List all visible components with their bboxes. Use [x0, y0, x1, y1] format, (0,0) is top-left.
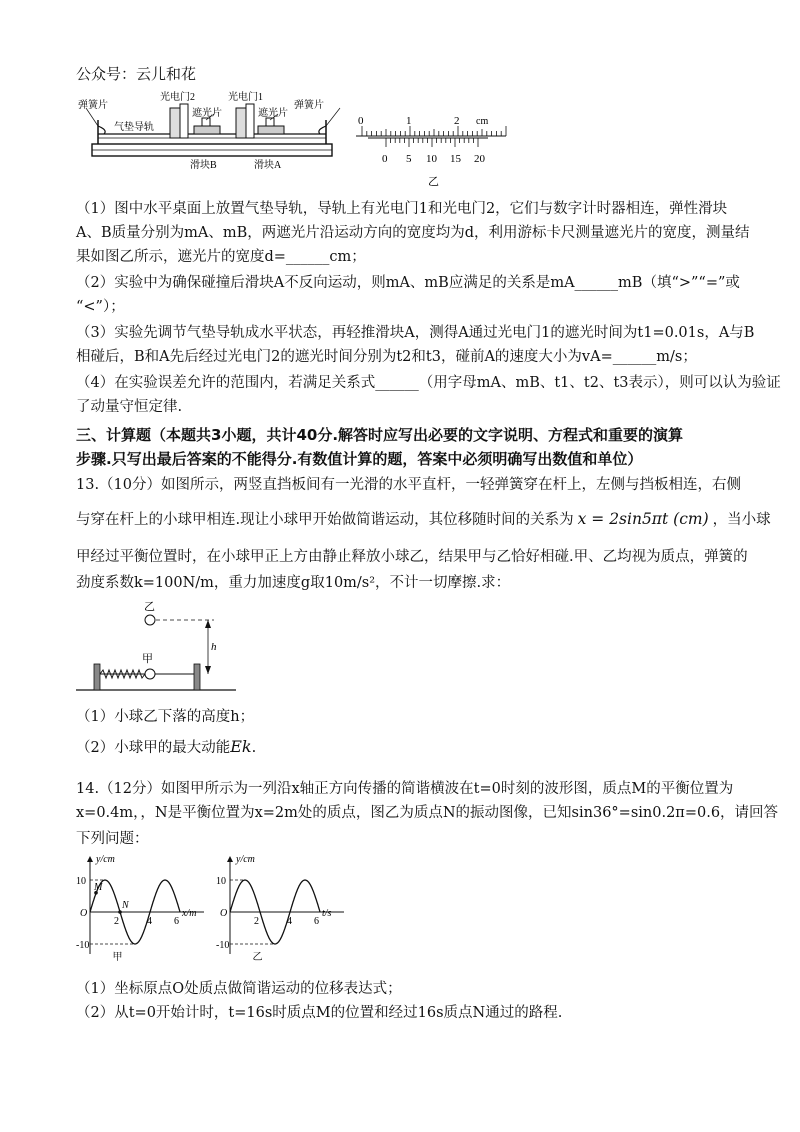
label-air-track: 气垫导轨 — [114, 122, 154, 133]
axis-label-x: x/m — [182, 908, 197, 919]
chart-caption: 甲 — [112, 952, 123, 962]
caliper-unit: cm — [476, 116, 489, 127]
section3-heading-1: 三、计算题（本题共3小题，共计40分.解答时应写出必要的文字说明、方程式和重要的演算 — [76, 426, 684, 444]
x-tick-6: 6 — [174, 916, 179, 927]
label-h: h — [211, 641, 217, 653]
q13-sub-2 — [76, 736, 256, 759]
x-tick-6: 6 — [314, 916, 319, 927]
wave-chart-jia — [76, 850, 216, 962]
q12-line-9: 了动量守恒定律. — [76, 399, 183, 415]
caliper-figure — [350, 110, 520, 190]
x-tick-2: 2 — [254, 916, 259, 927]
axis-label-y: y/cm — [236, 854, 255, 865]
y-axis-arrow — [227, 856, 233, 862]
q12-line-6: （3）实验先调节气垫导轨成水平状态，再轻推滑块A，测得A通过光电门1的遮光时间为t1=0.01s，A与B — [76, 325, 755, 341]
wave-chart-yi — [216, 850, 356, 962]
label-spring-left: 弹簧片 — [78, 100, 108, 111]
y-tick-neg10: -10 — [76, 940, 90, 951]
label-gate2: 光电门2 — [160, 92, 195, 103]
q12-line-2: A、B质量分别为mA、mB，两遮光片沿运动方向的宽度均为d，利用游标卡尺测量遮光片的宽度，测量结 — [76, 225, 750, 241]
q13-formula: x = 2sin5πt (cm) — [577, 510, 709, 528]
vernier-tick-20: 20 — [474, 153, 485, 165]
label-spring-right: 弹簧片 — [294, 100, 324, 111]
caption-yi: 乙 — [428, 176, 439, 188]
label-n: N — [122, 900, 129, 911]
vernier-tick-0: 0 — [382, 153, 388, 165]
q12-line-3: 果如图乙所示，遮光片的宽度d=______cm； — [76, 249, 366, 265]
q13-line-2b: ，当小球 — [712, 512, 771, 528]
spring-ball-figure — [76, 598, 246, 698]
label-slider-b: 滑块B — [190, 160, 217, 171]
origin-label: O — [220, 908, 228, 919]
q13-line-2a: 与穿在杆上的小球甲相连.现让小球甲开始做简谐运动，其位移随时间的关系为 — [76, 512, 574, 528]
q14-line-1: 14.（12分）如图甲所示为一列沿x轴正方向传播的简谐横波在t=0时刻的波形图，质点M的平衡位置为 — [76, 781, 734, 797]
q14-sub-1: （1）坐标原点O处质点做简谐运动的位移表达式； — [76, 981, 402, 997]
q14-line-2: x=0.4m，，N是平衡位置为x=2m处的质点，图乙为质点N的振动图像，已知sin36°=sin0.2π=0.6，请回答 — [76, 805, 779, 821]
q14-line-3: 下列问题： — [76, 831, 149, 847]
y-axis-arrow — [87, 856, 93, 862]
label-m: M — [94, 881, 103, 893]
vernier-tick-10: 10 — [426, 153, 437, 165]
apparatus-figure — [78, 86, 348, 186]
main-tick-2: 2 — [454, 115, 460, 127]
q13-line-1: 13.（10分）如图所示，两竖直挡板间有一光滑的水平直杆，一轻弹簧穿在杆上，左侧与挡板相连，右侧 — [76, 477, 742, 493]
q13-sub-1: （1）小球乙下落的高度h； — [76, 709, 255, 725]
ball-jia — [145, 669, 155, 679]
q12-line-8: （4）在实验误差允许的范围内，若满足关系式______（用字母mA、mB、t1、t2、t3表示），则可以认为验证 — [76, 375, 781, 391]
q12-line-5: “<”）； — [76, 299, 125, 315]
x-tick-4: 4 — [147, 916, 152, 927]
origin-label: O — [80, 908, 88, 919]
main-tick-1: 1 — [406, 115, 412, 127]
y-tick-10: 10 — [216, 876, 226, 887]
q13-line-2 — [76, 508, 771, 531]
q14-sub-2: （2）从t=0开始计时，t=16s时质点M的位置和经过16s质点N通过的路程. — [76, 1005, 563, 1021]
label-yi: 乙 — [144, 601, 155, 613]
q13-sub-2a: （2）小球甲的最大动能 — [76, 740, 231, 756]
axis-label-x: t/s — [322, 908, 332, 919]
x-tick-4: 4 — [287, 916, 292, 927]
vernier-tick-15: 15 — [450, 153, 461, 165]
label-shade-left: 遮光片 — [192, 108, 222, 119]
q13-line-4: 劲度系数k=100N/m，重力加速度g取10m/s²，不计一切摩擦.求： — [76, 575, 511, 591]
y-tick-neg10: -10 — [216, 940, 230, 951]
chart-caption: 乙 — [252, 952, 263, 962]
main-tick-0: 0 — [358, 115, 364, 127]
label-gate1: 光电门1 — [228, 92, 263, 103]
label-slider-a: 滑块A — [254, 160, 282, 171]
q13-sub-2b: . — [251, 740, 257, 756]
q13-line-3: 甲经过平衡位置时，在小球甲正上方由静止释放小球乙，结果甲与乙恰好相碰.甲、乙均视为质点，弹簧的 — [76, 549, 748, 565]
section3-heading-2: 步骤.只写出最后答案的不能得分.有数值计算的题，答案中必须明确写出数值和单位） — [76, 450, 643, 468]
q12-line-1: （1）图中水平桌面上放置气垫导轨，导轨上有光电门1和光电门2，它们与数字计时器相连，弹性滑块 — [76, 201, 728, 217]
q12-line-4: （2）实验中为确保碰撞后滑块A不反向运动，则mA、mB应满足的关系是mA______mB（填“>”“=”或 — [76, 275, 740, 291]
label-jia: 甲 — [142, 653, 153, 665]
label-shade-right: 遮光片 — [258, 108, 288, 119]
q12-line-7: 相碰后，B和A先后经过光电门2的遮光时间分别为t2和t3，碰前A的速度大小为vA=______m/s； — [76, 349, 697, 365]
header-watermark: 公众号：云儿和花 — [76, 65, 197, 83]
y-tick-10: 10 — [76, 876, 86, 887]
vernier-tick-5: 5 — [406, 153, 412, 165]
ball-yi — [145, 615, 155, 625]
q13-ek-symbol: Ek — [230, 737, 252, 756]
x-tick-2: 2 — [114, 916, 119, 927]
axis-label-y: y/cm — [96, 854, 115, 865]
